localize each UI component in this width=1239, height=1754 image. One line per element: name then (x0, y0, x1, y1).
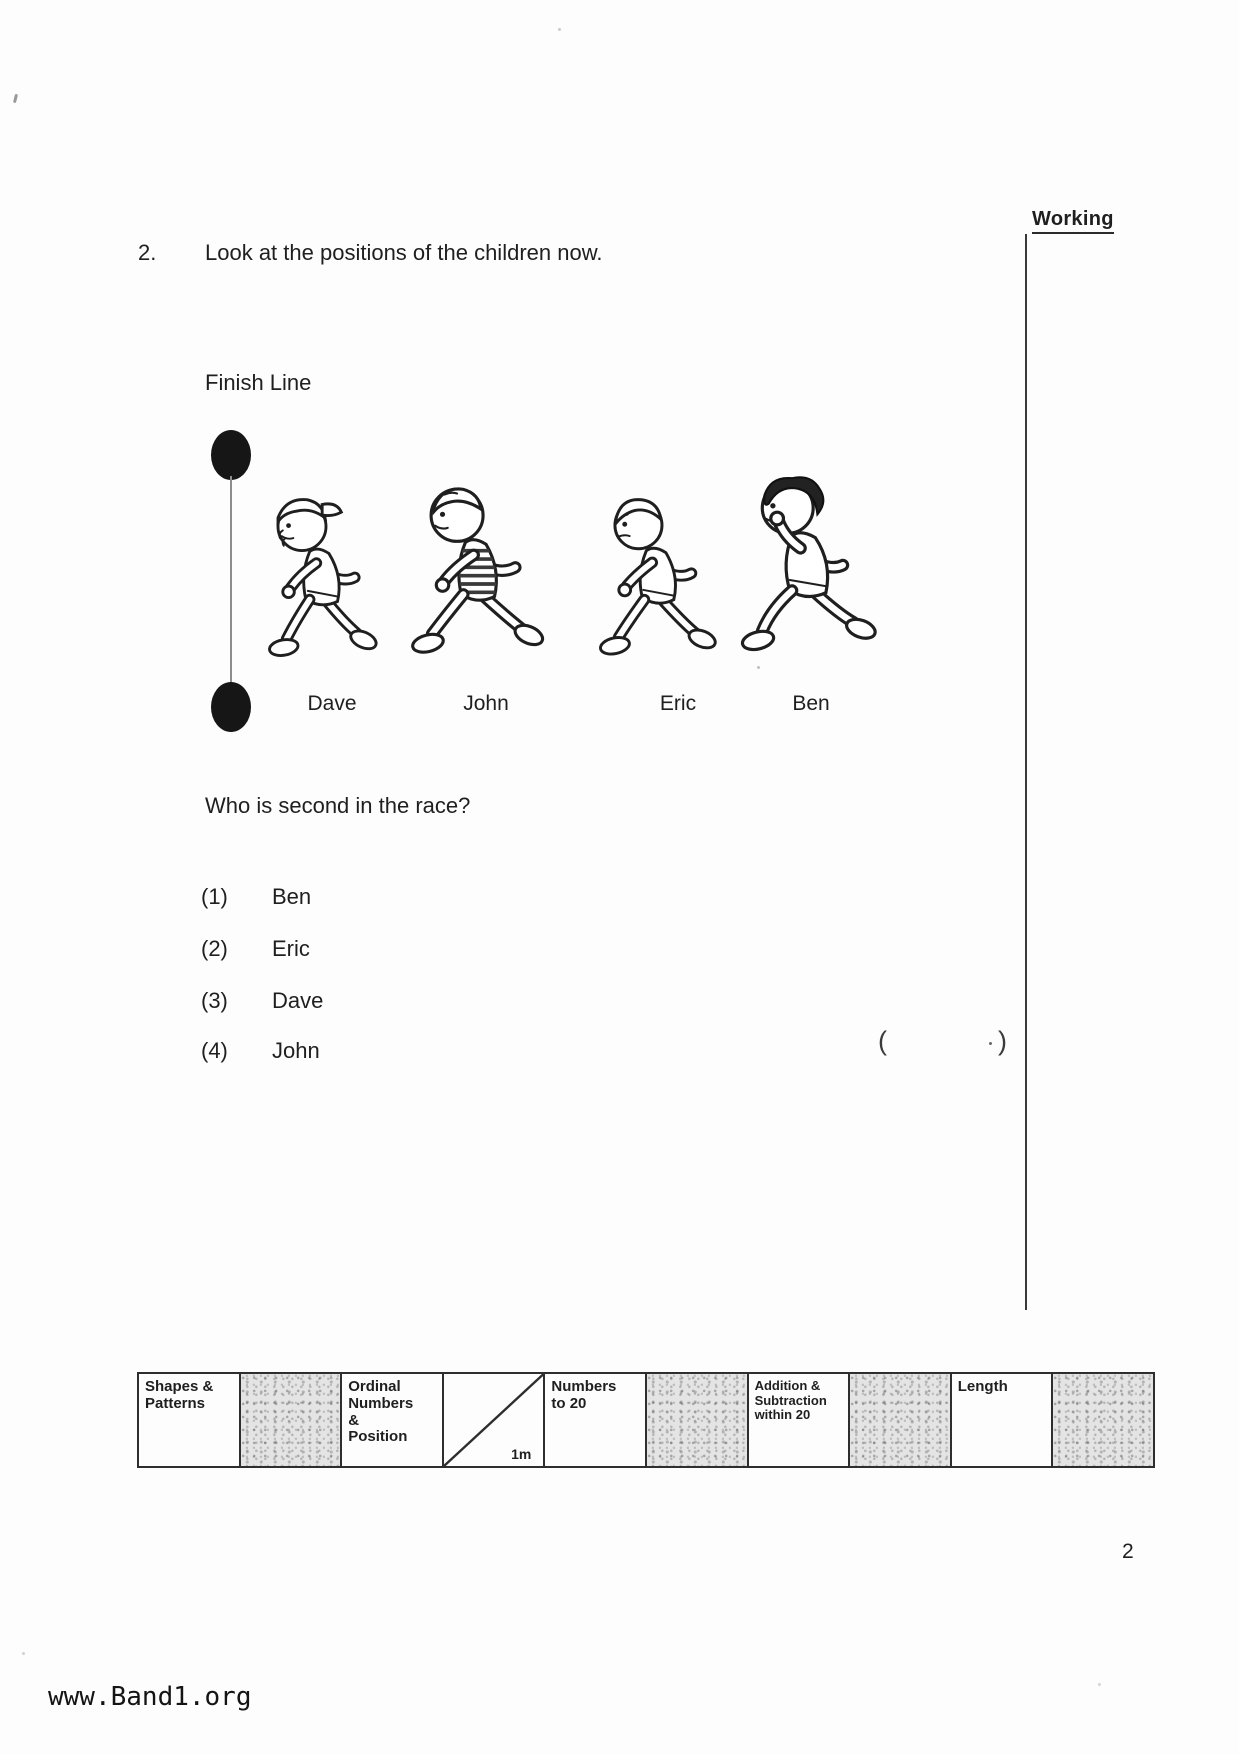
scan-speck (22, 1652, 25, 1655)
scan-speck (989, 1042, 992, 1045)
topic-cell-numbers-to-20 (545, 1374, 647, 1466)
option-1-label: Ben (272, 884, 312, 909)
option-2-label: Eric (272, 936, 310, 961)
topics-coverage-table (137, 1372, 1155, 1468)
runner-name-ben: Ben (792, 692, 830, 715)
topic-label-line: within 20 (754, 1407, 811, 1423)
topic-label-line: to 20 (551, 1394, 587, 1412)
option-4-label: John (272, 1038, 320, 1063)
finish-line-label: Finish Line (205, 370, 312, 395)
runner-name-eric: Eric (659, 692, 697, 715)
runner-eric-illustration (596, 488, 726, 684)
topic-label-line: & (348, 1411, 360, 1429)
topic-label-line: Shapes & (145, 1378, 214, 1395)
option-3-label: Dave (272, 988, 324, 1013)
finish-line-top-dot (211, 430, 251, 480)
working-column-divider-line (1025, 234, 1027, 1310)
topic-cell-length (952, 1374, 1054, 1466)
topic-cell-shaded (647, 1374, 749, 1466)
topic-label-line: Patterns (145, 1394, 206, 1412)
topic-label-line: Position (348, 1428, 408, 1446)
topic-label-line: Length (957, 1378, 1008, 1395)
page-number: 2 (1122, 1540, 1134, 1563)
topic-cell-diagonal-1m (444, 1374, 546, 1466)
finish-line-rope (230, 476, 232, 686)
topic-label-line: Subtraction (754, 1392, 827, 1408)
option-4-number: (4) (201, 1038, 228, 1063)
option-2-number: (2) (201, 936, 228, 961)
working-column-header: Working (1032, 208, 1114, 234)
scan-speck (558, 28, 561, 31)
topic-cell-shapes-patterns (139, 1374, 241, 1466)
runner-name-dave: Dave (307, 692, 357, 715)
scan-speck (757, 666, 760, 669)
topic-label-line: Numbers (551, 1378, 617, 1395)
runner-dave-illustration (262, 492, 390, 684)
topic-cell-addition-subtraction (749, 1374, 851, 1466)
topic-cell-ordinal-numbers-position (342, 1374, 444, 1466)
finish-line-bottom-dot (211, 682, 251, 732)
runner-name-john: John (463, 692, 509, 715)
topic-cell-shaded (241, 1374, 343, 1466)
question-number: 2. (138, 240, 157, 265)
topic-label-line: Numbers (348, 1394, 414, 1412)
scan-speck (1098, 1683, 1101, 1686)
question-prompt: Look at the positions of the children now. (205, 240, 603, 265)
runner-ben-illustration (740, 474, 880, 686)
scan-speck (13, 94, 18, 103)
topic-label-line: Addition & (754, 1378, 821, 1393)
topic-1m-label: 1m (511, 1446, 532, 1463)
website-watermark: www.Band1.org (48, 1682, 252, 1712)
topic-label-line: Ordinal (348, 1378, 401, 1395)
option-1-number: (1) (201, 884, 228, 909)
answer-bracket-close: ) (998, 1026, 1007, 1056)
topic-cell-shaded (850, 1374, 952, 1466)
option-3-number: (3) (201, 988, 228, 1013)
answer-bracket-open: ( (878, 1026, 887, 1056)
topic-cell-shaded (1053, 1374, 1153, 1466)
runner-john-illustration (408, 480, 554, 688)
question-text: Who is second in the race? (205, 793, 471, 818)
